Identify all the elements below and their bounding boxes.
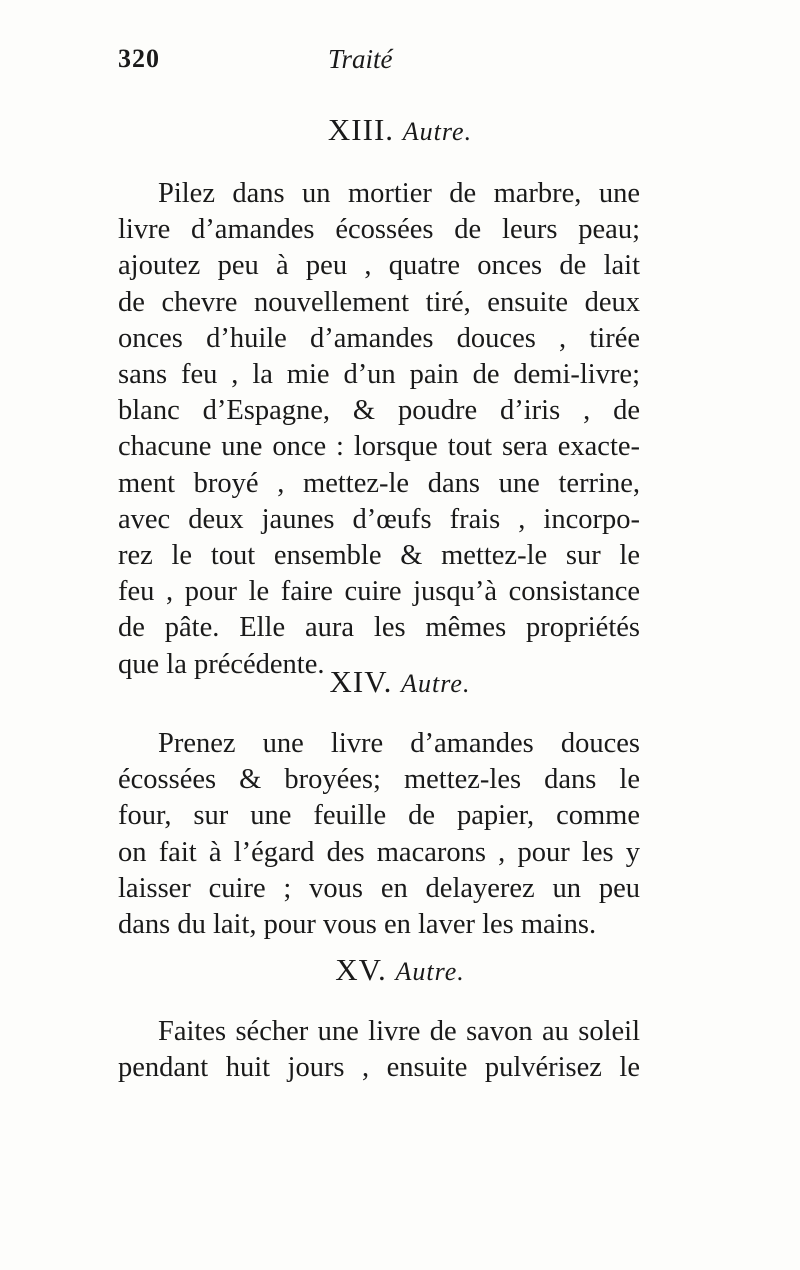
text-line: laisser cuire ; vous en delayerez un peu bbox=[118, 872, 640, 904]
text-line: on fait à l’égard des macarons , pour les y bbox=[118, 836, 640, 868]
section-heading-xiv bbox=[0, 664, 800, 700]
text-line: Prenez une livre d’amandes douces bbox=[158, 728, 640, 759]
text-line: Faites sécher une livre de savon au soleil bbox=[158, 1016, 640, 1047]
text-line: feu , pour le faire cuire jusqu’à consistance bbox=[118, 576, 640, 608]
text-line: écossées & broyées; mettez-les dans le bbox=[118, 764, 640, 796]
text-line: rez le tout ensemble & mettez-le sur le bbox=[118, 540, 640, 572]
section-heading-xv bbox=[0, 952, 800, 988]
text-line: que la précédente. bbox=[118, 648, 325, 680]
text-line: avec deux jaunes d’œufs frais , incorpo- bbox=[118, 503, 640, 535]
text-line: Pilez dans un mortier de marbre, une bbox=[158, 178, 640, 209]
text-line: pendant huit jours , ensuite pulvérisez le bbox=[118, 1052, 640, 1084]
section-number: XIV. bbox=[329, 664, 393, 699]
text-line: dans du lait, pour vous en laver les mains. bbox=[118, 909, 597, 941]
text-line: ajoutez peu à peu , quatre onces de lait bbox=[118, 250, 640, 282]
running-head bbox=[118, 44, 638, 84]
section-title: Autre. bbox=[395, 957, 465, 986]
text-line: sans feu , la mie d’un pain de demi-livre; bbox=[118, 359, 640, 391]
text-line: ment broyé , mettez-le dans une terrine, bbox=[118, 467, 640, 499]
paragraph-xiii bbox=[118, 176, 640, 683]
text-line: de chevre nouvellement tiré, ensuite deux bbox=[118, 286, 640, 318]
section-title: Autre. bbox=[401, 669, 471, 698]
section-number: XV. bbox=[335, 952, 387, 987]
section-title: Autre. bbox=[402, 117, 473, 146]
section-number: XIII. bbox=[327, 112, 395, 147]
page-number: 320 bbox=[118, 44, 160, 73]
text-line: de pâte. Elle aura les mêmes propriétés bbox=[118, 612, 640, 644]
text-line: chacune une once : lorsque tout sera exacte- bbox=[118, 431, 640, 463]
text-line: four, sur une feuille de papier, comme bbox=[118, 800, 640, 832]
text-line: blanc d’Espagne, & poudre d’iris , de bbox=[118, 395, 640, 427]
text-line: onces d’huile d’amandes douces , tirée bbox=[118, 322, 640, 354]
text-line: livre d’amandes écossées de leurs peau; bbox=[118, 214, 640, 246]
running-title: Traité bbox=[328, 44, 393, 74]
section-heading-xiii bbox=[0, 112, 800, 148]
paragraph-xiv bbox=[118, 726, 640, 943]
paragraph-xv bbox=[118, 1014, 640, 1086]
